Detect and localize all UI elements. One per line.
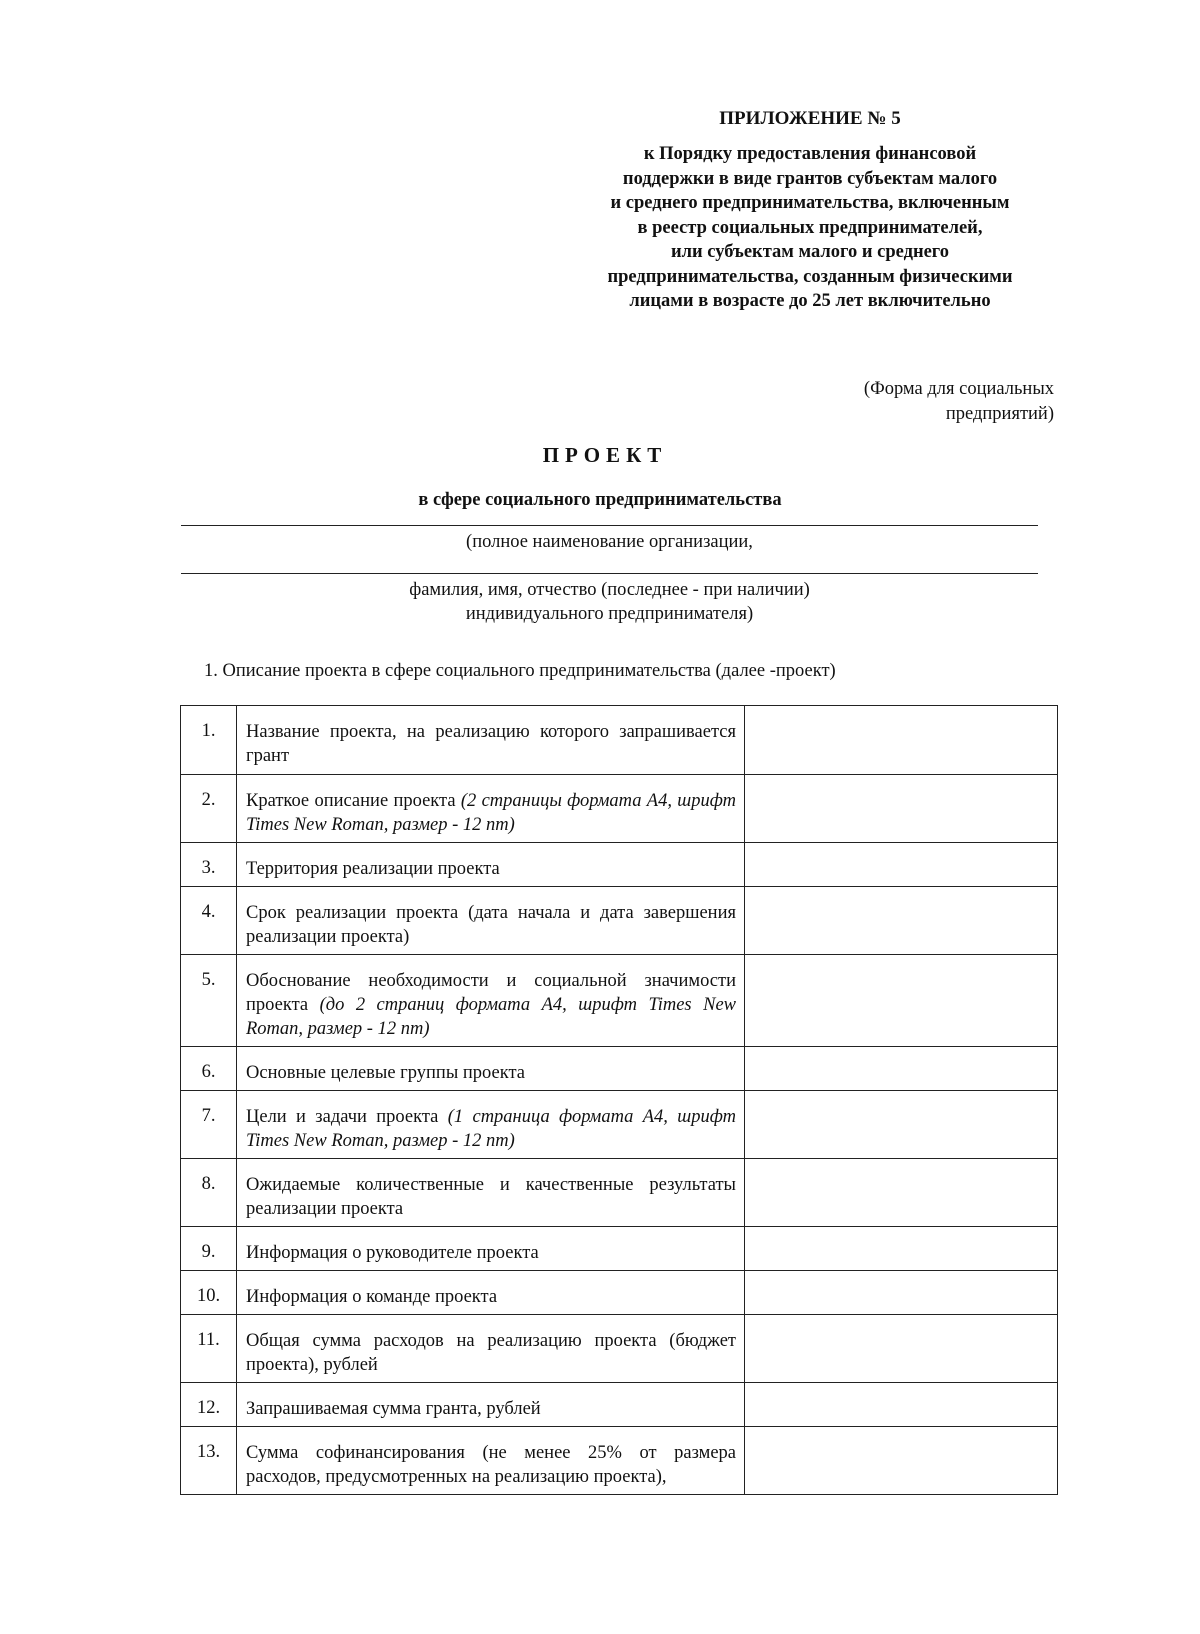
row-label: [237, 1227, 745, 1271]
row-number: 8.: [181, 1159, 237, 1227]
row-label-text: Информация о команде проекта: [246, 1287, 498, 1307]
row-value-field[interactable]: [745, 955, 1058, 1047]
project-description-table: [180, 705, 1058, 1495]
row-label-text: Общая сумма расходов на реализацию проекта (бюджет проекта), рублей: [246, 1331, 736, 1375]
row-value-field[interactable]: [745, 1383, 1058, 1427]
table-row: [181, 843, 1058, 887]
row-label-note: (1 страница формата А4, шрифт Times New Roman, размер - 12 пт): [246, 1107, 736, 1151]
annex-line: или субъектам малого и среднего: [670, 242, 950, 262]
annex-title: ПРИЛОЖЕНИЕ № 5: [719, 108, 901, 129]
row-value-field[interactable]: [745, 1427, 1058, 1495]
row-number: 10.: [181, 1271, 237, 1315]
annex-line: поддержки в виде грантов субъектам малого: [622, 168, 998, 189]
entrepreneur-name-line: [181, 573, 1038, 574]
row-number: 7.: [181, 1091, 237, 1159]
row-label: [237, 775, 745, 843]
table-row: [181, 706, 1058, 775]
row-label-text: Обоснование необходимости и социальной значимости проекта: [246, 971, 736, 1015]
row-label-text: Сумма софинансирования (не менее 25% от размера расходов, предусмотренных на реализацию проекта),: [246, 1443, 736, 1487]
row-label: [237, 843, 745, 887]
section-heading: 1. Описание проекта в сфере социального предпринимательства (далее -проект): [204, 661, 836, 681]
form-note: [864, 377, 1054, 427]
row-number: 2.: [181, 775, 237, 843]
form-note-line: (Форма для социальных: [863, 379, 1054, 399]
document-subtitle: в сфере социального предпринимательства: [418, 490, 782, 510]
row-number: 11.: [181, 1315, 237, 1383]
organization-name-line: [181, 525, 1038, 526]
table-row: [181, 1047, 1058, 1091]
row-value-field[interactable]: [745, 1091, 1058, 1159]
row-number: 1.: [181, 706, 237, 775]
caption-line: индивидуального предпринимателя): [465, 604, 754, 624]
annex-line: предпринимательства, созданным физическими: [607, 266, 1013, 287]
row-value-field[interactable]: [745, 887, 1058, 955]
row-label-text: Название проекта, на реализацию которого запрашивается грант: [246, 722, 736, 766]
annex-line: и среднего предпринимательства, включенным: [610, 193, 1010, 213]
row-value-field[interactable]: [745, 1159, 1058, 1227]
row-number: 4.: [181, 887, 237, 955]
annex-line: к Порядку предоставления финансовой: [643, 144, 977, 164]
annex-line: в реестр социальных предпринимателей,: [637, 217, 983, 238]
table-row: [181, 1383, 1058, 1427]
row-label: [237, 1047, 745, 1091]
row-value-field[interactable]: [745, 775, 1058, 843]
row-number: 13.: [181, 1427, 237, 1495]
row-label: [237, 1383, 745, 1427]
row-label-note: (2 страницы формата А4, шрифт Times New Roman, размер - 12 пт): [246, 791, 736, 835]
table-row: [181, 1271, 1058, 1315]
row-value-field[interactable]: [745, 843, 1058, 887]
row-label-text: Ожидаемые количественные и качественные результаты реализации проекта: [246, 1175, 736, 1219]
document-title: ПРОЕКТ: [542, 443, 668, 467]
row-label-text: Основные целевые группы проекта: [246, 1063, 525, 1083]
row-label-note: (до 2 страниц формата А4, шрифт Times New Roman, размер - 12 пт): [246, 995, 736, 1039]
entrepreneur-name-caption: [181, 578, 1038, 626]
caption-line: фамилия, имя, отчество (последнее - при наличии): [409, 580, 810, 600]
row-label-text: Цели и задачи проекта: [246, 1107, 448, 1127]
table-row: [181, 1315, 1058, 1383]
table-row: [181, 955, 1058, 1047]
row-number: 9.: [181, 1227, 237, 1271]
table-row: [181, 887, 1058, 955]
row-number: 6.: [181, 1047, 237, 1091]
row-label-text: Территория реализации проекта: [246, 859, 500, 879]
annex-line: лицами в возрасте до 25 лет включительно: [629, 291, 991, 311]
row-label-text: Срок реализации проекта (дата начала и дата завершения реализации проекта): [246, 903, 736, 947]
row-label: [237, 1159, 745, 1227]
row-label-text: Краткое описание проекта: [246, 791, 461, 811]
table-row: [181, 1427, 1058, 1495]
table-row: [181, 1227, 1058, 1271]
row-label: [237, 955, 745, 1047]
table-row: [181, 1091, 1058, 1159]
row-value-field[interactable]: [745, 1315, 1058, 1383]
form-note-line: предприятий): [945, 404, 1054, 424]
row-label: [237, 1315, 745, 1383]
row-value-field[interactable]: [745, 1227, 1058, 1271]
row-number: 12.: [181, 1383, 237, 1427]
row-label: [237, 887, 745, 955]
row-value-field[interactable]: [745, 706, 1058, 775]
row-label-text: Информация о руководителе проекта: [246, 1243, 539, 1263]
row-label: [237, 706, 745, 775]
row-number: 3.: [181, 843, 237, 887]
row-label: [237, 1271, 745, 1315]
organization-name-caption: (полное наименование организации,: [466, 532, 753, 552]
row-label: [237, 1427, 745, 1495]
annex-subtitle: [570, 142, 1050, 314]
row-value-field[interactable]: [745, 1047, 1058, 1091]
table-row: [181, 1159, 1058, 1227]
row-number: 5.: [181, 955, 237, 1047]
row-label-text: Запрашиваемая сумма гранта, рублей: [246, 1399, 541, 1419]
row-label: [237, 1091, 745, 1159]
row-value-field[interactable]: [745, 1271, 1058, 1315]
table-row: [181, 775, 1058, 843]
